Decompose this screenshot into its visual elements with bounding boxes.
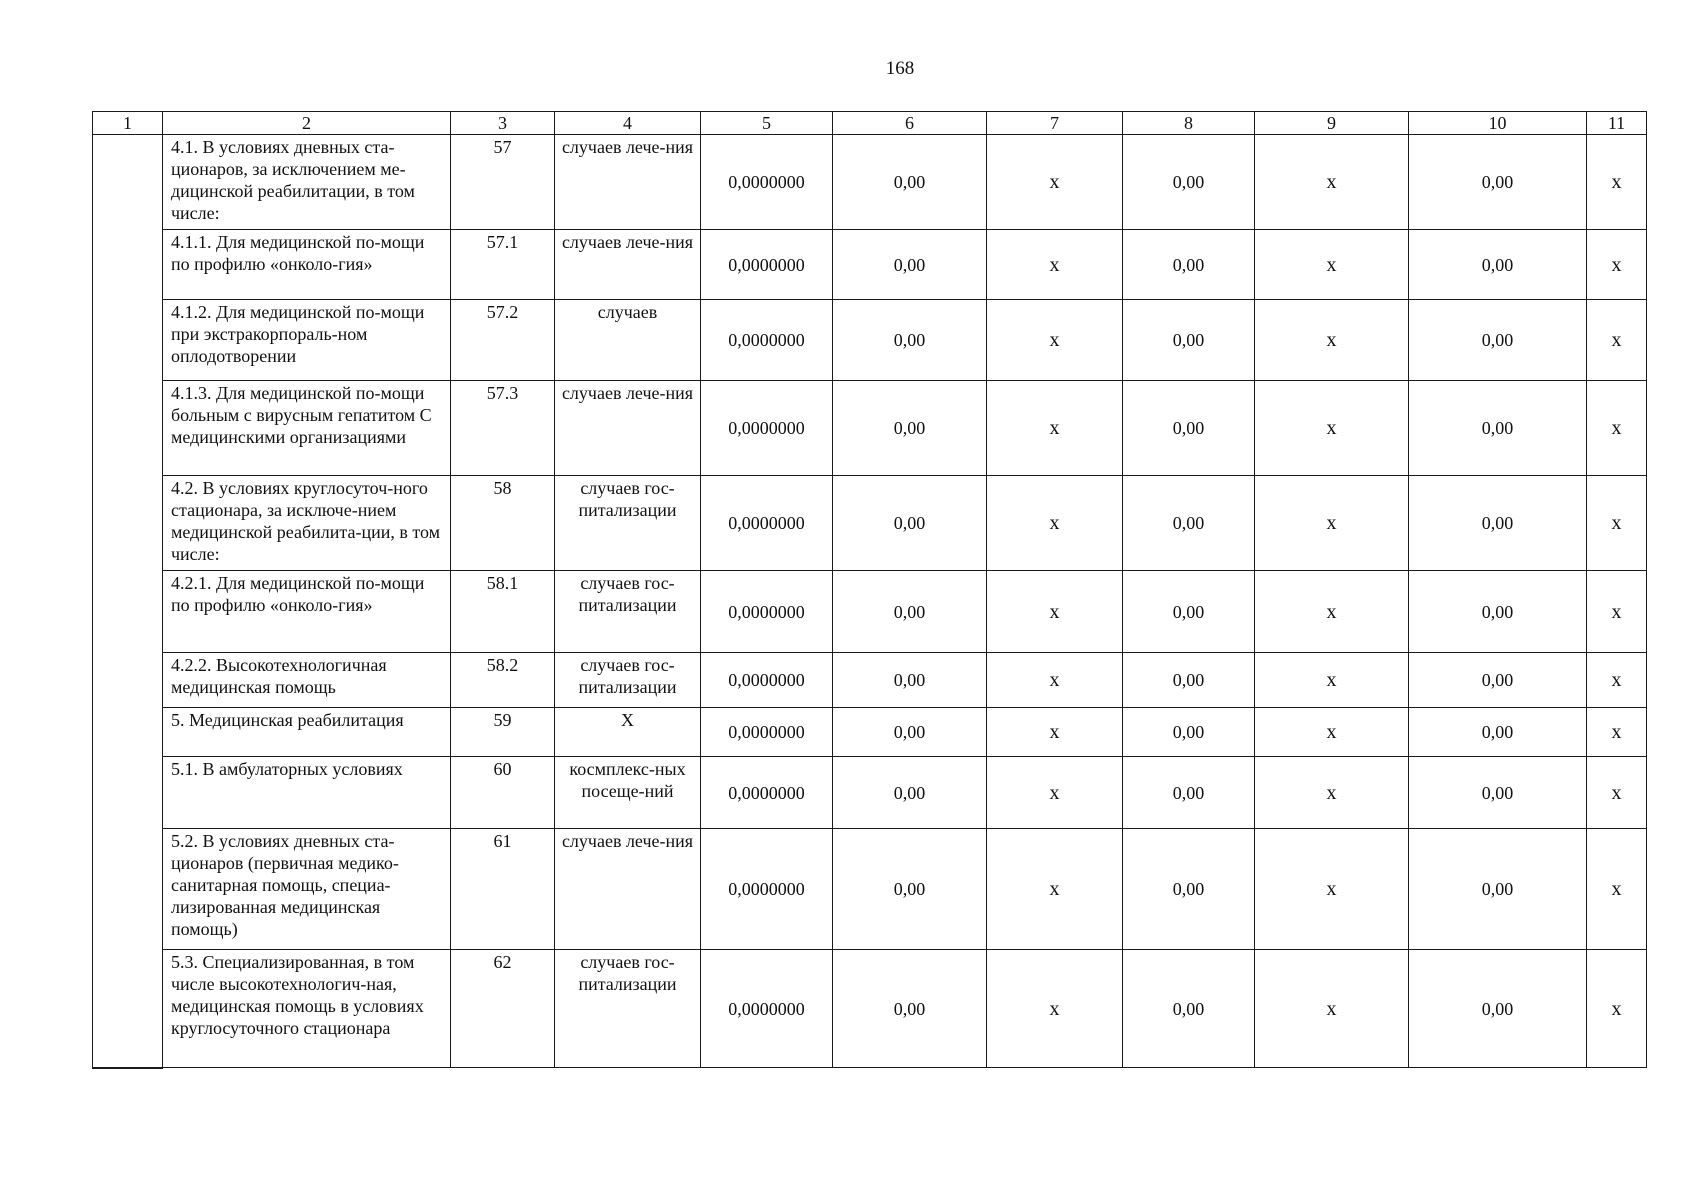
- col8-value: 0,00: [1123, 757, 1255, 829]
- page-number: 168: [885, 58, 915, 79]
- col10-value: 0,00: [1409, 300, 1587, 381]
- row-name: 4.2.2. Высокотехнологичная медицинская помощь: [163, 653, 451, 708]
- row-name: 4.2.1. Для медицинской по-мощи по профилю «онколо-гия»: [163, 571, 451, 653]
- col10-value: 0,00: [1409, 653, 1587, 708]
- col7-value: x: [987, 571, 1123, 653]
- row-name: 4.2. В условиях круглосуточ-ного стационара, за исключе-нием медицинской реабилита-ции, в том числе:: [163, 476, 451, 571]
- row-unit: случаев лече-ния: [555, 829, 701, 950]
- col10-value: 0,00: [1409, 381, 1587, 476]
- column-header-10: 10: [1409, 112, 1587, 135]
- col6-value: 0,00: [833, 381, 987, 476]
- col11-value: x: [1587, 230, 1647, 300]
- col6-value: 0,00: [833, 653, 987, 708]
- table-row: [93, 829, 1647, 950]
- row-name: 4.1. В условиях дневных ста-ционаров, за исключением ме-дицинской реабилитации, в том числе:: [163, 135, 451, 230]
- col11-value: x: [1587, 135, 1647, 230]
- first-column-cell: [93, 135, 163, 1068]
- table-row: [93, 653, 1647, 708]
- col7-value: x: [987, 653, 1123, 708]
- column-header-8: 8: [1123, 112, 1255, 135]
- row-unit: случаев гос-питализации: [555, 571, 701, 653]
- col5-value: 0,0000000: [701, 230, 833, 300]
- row-unit: случаев лече-ния: [555, 230, 701, 300]
- column-header-3: 3: [451, 112, 555, 135]
- row-code: 60: [451, 757, 555, 829]
- row-code: 57.3: [451, 381, 555, 476]
- column-header-9: 9: [1255, 112, 1409, 135]
- col7-value: x: [987, 829, 1123, 950]
- col7-value: x: [987, 757, 1123, 829]
- row-unit: случаев лече-ния: [555, 135, 701, 230]
- column-header-11: 11: [1587, 112, 1647, 135]
- data-table: [92, 111, 1647, 1069]
- row-unit: случаев гос-питализации: [555, 950, 701, 1068]
- col8-value: 0,00: [1123, 230, 1255, 300]
- col8-value: 0,00: [1123, 135, 1255, 230]
- row-code: 57: [451, 135, 555, 230]
- table-row: [93, 300, 1647, 381]
- col7-value: x: [987, 950, 1123, 1068]
- row-name: 4.1.3. Для медицинской по-мощи больным с вирусным гепатитом С медицинскими организациями: [163, 381, 451, 476]
- col9-value: x: [1255, 950, 1409, 1068]
- col5-value: 0,0000000: [701, 571, 833, 653]
- row-code: 62: [451, 950, 555, 1068]
- col9-value: x: [1255, 708, 1409, 757]
- table-row: [93, 571, 1647, 653]
- row-code: 59: [451, 708, 555, 757]
- col9-value: x: [1255, 300, 1409, 381]
- col5-value: 0,0000000: [701, 135, 833, 230]
- col11-value: x: [1587, 757, 1647, 829]
- header-row: [93, 112, 1647, 135]
- column-header-1: 1: [93, 112, 163, 135]
- col7-value: x: [987, 476, 1123, 571]
- col6-value: 0,00: [833, 950, 987, 1068]
- col11-value: x: [1587, 708, 1647, 757]
- col10-value: 0,00: [1409, 757, 1587, 829]
- table-row: [93, 708, 1647, 757]
- col8-value: 0,00: [1123, 381, 1255, 476]
- col5-value: 0,0000000: [701, 757, 833, 829]
- row-code: 57.1: [451, 230, 555, 300]
- row-unit: случаев: [555, 300, 701, 381]
- col8-value: 0,00: [1123, 653, 1255, 708]
- row-unit: случаев гос-питализации: [555, 653, 701, 708]
- column-header-4: 4: [555, 112, 701, 135]
- col7-value: x: [987, 708, 1123, 757]
- row-name: 5.2. В условиях дневных ста-ционаров (первичная медико-санитарная помощь, специа-лизированная медицинская помощь): [163, 829, 451, 950]
- col5-value: 0,0000000: [701, 950, 833, 1068]
- col8-value: 0,00: [1123, 829, 1255, 950]
- table-row: [93, 230, 1647, 300]
- col5-value: 0,0000000: [701, 300, 833, 381]
- col9-value: x: [1255, 230, 1409, 300]
- col8-value: 0,00: [1123, 571, 1255, 653]
- column-header-5: 5: [701, 112, 833, 135]
- column-header-2: 2: [163, 112, 451, 135]
- col7-value: x: [987, 381, 1123, 476]
- col11-value: x: [1587, 829, 1647, 950]
- col10-value: 0,00: [1409, 708, 1587, 757]
- col6-value: 0,00: [833, 757, 987, 829]
- col10-value: 0,00: [1409, 135, 1587, 230]
- col10-value: 0,00: [1409, 829, 1587, 950]
- col5-value: 0,0000000: [701, 476, 833, 571]
- row-name: 5.3. Специализированная, в том числе высокотехнологич-ная, медицинская помощь в условиях круглосуточного стационара: [163, 950, 451, 1068]
- col7-value: x: [987, 300, 1123, 381]
- row-unit: космплекс-ных посеще-ний: [555, 757, 701, 829]
- table-row: [93, 950, 1647, 1068]
- col11-value: x: [1587, 571, 1647, 653]
- row-name: 5.1. В амбулаторных условиях: [163, 757, 451, 829]
- row-code: 57.2: [451, 300, 555, 381]
- col11-value: x: [1587, 476, 1647, 571]
- col9-value: x: [1255, 757, 1409, 829]
- row-code: 58.2: [451, 653, 555, 708]
- col6-value: 0,00: [833, 476, 987, 571]
- col8-value: 0,00: [1123, 476, 1255, 571]
- row-code: 61: [451, 829, 555, 950]
- col9-value: x: [1255, 571, 1409, 653]
- row-name: 4.1.1. Для медицинской по-мощи по профилю «онколо-гия»: [163, 230, 451, 300]
- row-name: 5. Медицинская реабилитация: [163, 708, 451, 757]
- col6-value: 0,00: [833, 571, 987, 653]
- col8-value: 0,00: [1123, 300, 1255, 381]
- table-row: [93, 476, 1647, 571]
- col11-value: x: [1587, 381, 1647, 476]
- row-code: 58: [451, 476, 555, 571]
- col6-value: 0,00: [833, 135, 987, 230]
- col7-value: x: [987, 230, 1123, 300]
- table-row: [93, 135, 1647, 230]
- row-code: 58.1: [451, 571, 555, 653]
- col9-value: x: [1255, 829, 1409, 950]
- column-header-6: 6: [833, 112, 987, 135]
- col9-value: x: [1255, 653, 1409, 708]
- col11-value: x: [1587, 653, 1647, 708]
- col10-value: 0,00: [1409, 476, 1587, 571]
- col5-value: 0,0000000: [701, 653, 833, 708]
- col9-value: x: [1255, 476, 1409, 571]
- col8-value: 0,00: [1123, 950, 1255, 1068]
- col11-value: x: [1587, 950, 1647, 1068]
- row-unit: случаев гос-питализации: [555, 476, 701, 571]
- table-row: [93, 381, 1647, 476]
- col10-value: 0,00: [1409, 950, 1587, 1068]
- column-header-7: 7: [987, 112, 1123, 135]
- row-name: 4.1.2. Для медицинской по-мощи при экстракорпораль-ном оплодотворении: [163, 300, 451, 381]
- col5-value: 0,0000000: [701, 381, 833, 476]
- col7-value: x: [987, 135, 1123, 230]
- col6-value: 0,00: [833, 829, 987, 950]
- col9-value: x: [1255, 381, 1409, 476]
- table-row: [93, 757, 1647, 829]
- col6-value: 0,00: [833, 300, 987, 381]
- col6-value: 0,00: [833, 708, 987, 757]
- col9-value: x: [1255, 135, 1409, 230]
- col11-value: x: [1587, 300, 1647, 381]
- col5-value: 0,0000000: [701, 829, 833, 950]
- col6-value: 0,00: [833, 230, 987, 300]
- col8-value: 0,00: [1123, 708, 1255, 757]
- col5-value: 0,0000000: [701, 708, 833, 757]
- col10-value: 0,00: [1409, 230, 1587, 300]
- row-unit: случаев лече-ния: [555, 381, 701, 476]
- col10-value: 0,00: [1409, 571, 1587, 653]
- row-unit: Х: [555, 708, 701, 757]
